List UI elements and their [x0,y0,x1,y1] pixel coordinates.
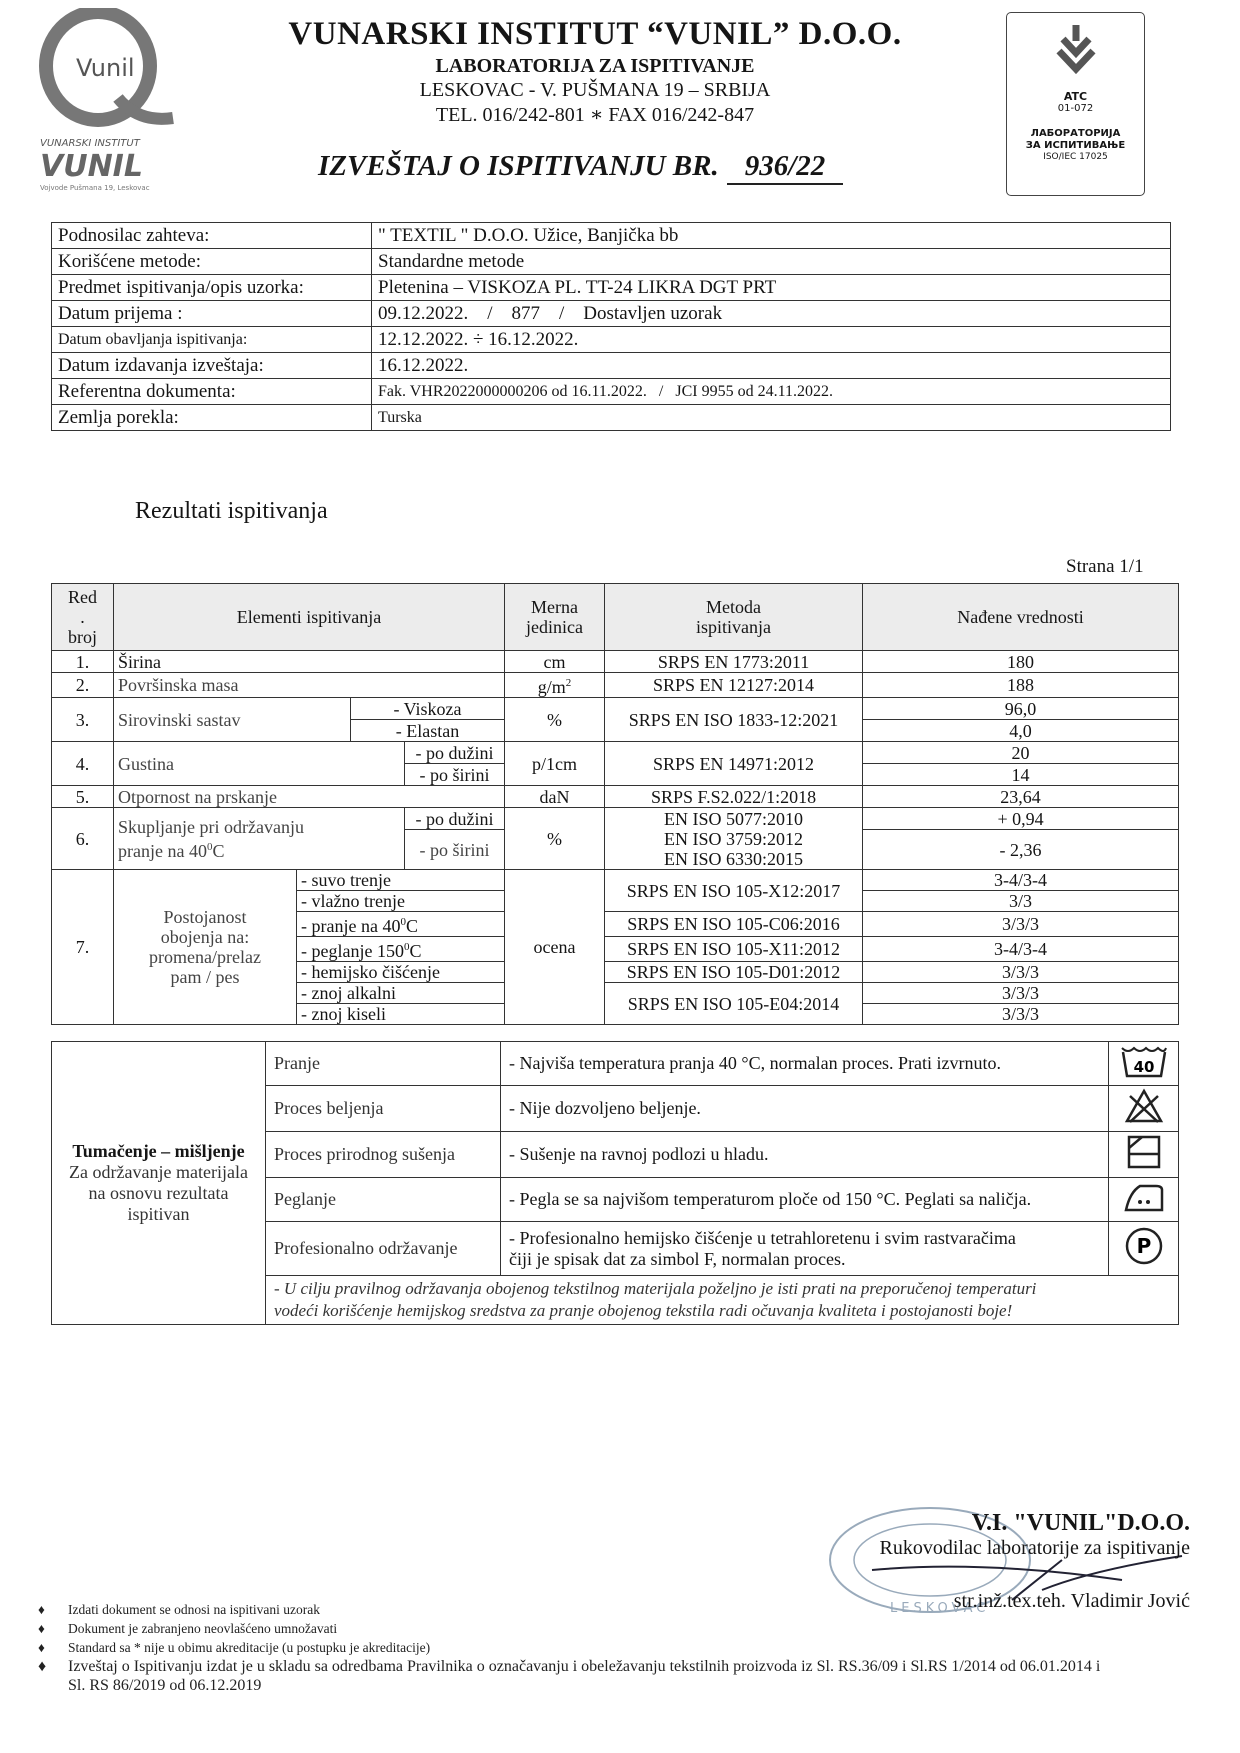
care-text: - Nije dozvoljeno beljenje. [501,1086,1109,1132]
care-label: Proces beljenja [266,1086,501,1132]
care-label: Pranje [266,1042,501,1086]
row-value: 188 [863,673,1179,698]
row-method: SRPS EN ISO 105-X11:2012 [605,937,863,962]
row-unit: p/1cm [505,742,605,786]
row-value: 180 [863,651,1179,673]
care-label: Profesionalno održavanje [266,1222,501,1276]
care-label: Peglanje [266,1178,501,1222]
table-row [52,808,1179,830]
info-value: 09.12.2022. / 877 / Dostavljen uzorak [372,301,1171,327]
table-row [52,379,1171,405]
table-row [52,786,1179,808]
row-element: Skupljanje pri održavanju pranje na $40^0C$ [114,808,405,870]
info-value: Standardne metode [372,249,1171,275]
row-method: EN ISO 5077:2010 EN ISO 3759:2012 EN ISO 6330:2015 [605,808,863,870]
table-row [52,405,1171,431]
svg-text:40: 40 [1133,1058,1154,1076]
col-header-values: Nađene vrednosti [863,584,1179,651]
logo-text: Vunil [76,54,135,82]
iron-150-icon [1122,1180,1166,1214]
care-icon-cell [1109,1132,1179,1178]
signature-name: str.inž.tex.teh. Vladimir Jović [953,1590,1190,1612]
care-text: - Najviša temperatura pranja 40 °C, normalan proces. Prati izvrnuto. [501,1042,1109,1086]
row-method: SRPS EN 1773:2011 [605,651,863,673]
signature-company: V.I. "VUNIL"D.O.O. [971,1510,1190,1536]
row-subelement: - Elastan [351,720,505,742]
institute-name: VUNARSKI INSTITUT “VUNIL” D.O.O. [288,16,902,52]
row-value: - 2,36 [863,830,1179,870]
row-unit: ocena [505,870,605,1025]
accreditation-badge [1006,12,1145,196]
row-value: 14 [863,764,1179,786]
table-row [52,673,1179,698]
row-no: 7. [52,870,114,1025]
request-info-table [51,222,1171,431]
footer-note: ♦ Izveštaj o Ispitivanju izdat je u skladu sa odredbama Pravilnika o označavanju i obeležavanju tekstilnih proizvoda iz Sl. RS.36/09 i Sl.RS 1/2014 od 06.01.2014 i [38,1658,1101,1675]
row-no: 3. [52,698,114,742]
care-icon-cell [1109,1178,1179,1222]
care-text: - Profesionalno hemijsko čišćenje u tetrahloretenu i svim rastvaračima čiji je spisak dat za simbol F, normalan proces. [501,1222,1109,1276]
row-value: + 0,94 [863,808,1179,830]
row-no: 5. [52,786,114,808]
interpretation-note: - U cilju pravilnog održavanja obojenog tekstilnog materijala poželjno je isti prati na preporučenoj temperaturi vodeći korišćenje hemijskog sredstva za pranje obojenog tekstila radi očuvanja kvaliteta i postojanosti boje! [266,1276,1179,1325]
footer-note: Sl. RS 86/2019 od 06.12.2019 [68,1677,262,1694]
row-value: 23,64 [863,786,1179,808]
lab-name: LABORATORIJA ZA ISPITIVANJE [435,55,755,77]
results-table [51,583,1179,1025]
row-subelement: - pranje na $40^0C$ [297,912,505,937]
row-element: Površinska masa [114,673,505,698]
report-title [318,150,843,185]
wash-40-icon [1120,1044,1168,1078]
row-method: SRPS EN ISO 1833-12:2021 [605,698,863,742]
row-subelement: - peglanje $150^0C$ [297,937,505,962]
row-element: Širina [114,651,505,673]
logo-sub-institute: VUNARSKI INSTITUT [40,138,140,149]
svg-text:P: P [1136,1234,1151,1258]
row-unit: $g/m^2$ [505,673,605,698]
dry-flat-shade-icon [1126,1134,1162,1170]
logo-sub-vunil: VUNIL [40,149,143,184]
table-row [52,1042,1179,1086]
care-icon-cell [1109,1086,1179,1132]
table-row [52,223,1171,249]
interpretation-label: Tumačenje – mišljenje Za održavanje materijala na osnovu rezultata ispitivan [52,1042,266,1325]
care-text: - Sušenje na ravnoj podlozi u hladu. [501,1132,1109,1178]
row-value: 3-4/3-4 [863,937,1179,962]
atc-iso: ISO/IEC 17025 [1043,152,1108,162]
row-subelement: - po širini [405,764,505,786]
table-row [52,651,1179,673]
row-subelement: - po širini [405,830,505,870]
interpretation-table [51,1041,1179,1325]
results-header-row [52,584,1179,651]
row-subelement: - znoj alkalni [297,983,505,1004]
info-label: Datum obavljanja ispitivanja: [52,327,372,353]
info-value: Pletenina – VISKOZA PL. TT-24 LIKRA DGT PRT [372,275,1171,301]
row-subelement: - po dužini [405,742,505,764]
info-value: Fak. VHR2022000000206 od 16.11.2022. / JCI 9955 od 24.11.2022. [372,379,1171,405]
info-value: 12.12.2022. ÷ 16.12.2022. [372,327,1171,353]
atc-line2: ЗА ИСПИТИВАЊЕ [1025,140,1126,151]
results-heading: Rezultati ispitivanja [135,498,328,524]
row-method: SRPS EN ISO 105-D01:2012 [605,962,863,983]
footer-note: ♦ Standard sa * nije u obimu akreditacije (u postupku je akreditacije) [38,1640,431,1655]
row-method: SRPS EN ISO 105-E04:2014 [605,983,863,1025]
care-icon-cell [1109,1222,1179,1276]
col-header-elements: Elementi ispitivanja [114,584,505,651]
info-label: Datum prijema : [52,301,372,327]
table-row [52,742,1179,764]
professional-clean-p-icon [1124,1226,1164,1266]
table-row [52,327,1171,353]
row-element: Postojanost obojenja na: promena/prelaz pam / pes [114,870,297,1025]
row-method: SRPS EN 14971:2012 [605,742,863,786]
care-icon-cell [1109,1042,1179,1086]
row-element: Otpornost na prskanje [114,786,505,808]
row-value: 96,0 [863,698,1179,720]
footer-note: ♦ Dokument je zabranjeno neovlašćeno umnožavati [38,1621,338,1636]
info-label: Predmet ispitivanja/opis uzorka: [52,275,372,301]
row-no: 2. [52,673,114,698]
signature-block [860,1510,1190,1613]
table-row [52,275,1171,301]
row-value: 20 [863,742,1179,764]
report-title-text: IZVEŠTAJ O ISPITIVANJU BR. [318,150,719,182]
row-value: 3/3/3 [863,962,1179,983]
row-method: SRPS EN ISO 105-C06:2016 [605,912,863,937]
care-label: Proces prirodnog sušenja [266,1132,501,1178]
row-method: SRPS F.S2.022/1:2018 [605,786,863,808]
info-label: Podnosilac zahteva: [52,223,372,249]
info-label: Zemlja porekla: [52,405,372,431]
page-indicator: Strana 1/1 [1066,556,1144,577]
row-value: 3/3 [863,891,1179,912]
stamp-text: LESKOVAC [890,1601,990,1616]
col-header-no: Red . broj [52,584,114,651]
footer-note: ♦ Izdati dokument se odnosi na ispitivani uzorak [38,1602,320,1617]
atc-line1: ЛАБОРАТОРИЈА [1030,128,1121,139]
row-no: 1. [52,651,114,673]
row-subelement: - vlažno trenje [297,891,505,912]
info-label: Datum izdavanja izveštaja: [52,353,372,379]
table-row [52,249,1171,275]
info-value: " TEXTIL " D.O.O. Užice, Banjička bb [372,223,1171,249]
info-value: 16.12.2022. [372,353,1171,379]
row-unit: % [505,808,605,870]
info-value: Turska [372,405,1171,431]
footer-notes [38,1600,1198,1695]
row-unit: % [505,698,605,742]
atc-emblem-icon [1051,21,1101,85]
row-subelement: - Viskoza [351,698,505,720]
header [270,14,920,128]
row-value: 3/3/3 [863,983,1179,1004]
row-element: Gustina [114,742,405,786]
row-unit: daN [505,786,605,808]
table-row [52,301,1171,327]
row-element: Sirovinski sastav [114,698,351,742]
logo-sub-address: Vojvode Pušmana 19, Leskovac [40,184,150,192]
table-row [52,870,1179,891]
row-no: 6. [52,808,114,870]
address: LESKOVAC - V. PUŠMANA 19 – SRBIJA [419,79,771,101]
no-bleach-icon [1124,1088,1164,1124]
signature-role: Rukovodilac laboratorije za ispitivanje [879,1537,1190,1559]
row-method: SRPS EN ISO 105-X12:2017 [605,870,863,912]
row-method: SRPS EN 12127:2014 [605,673,863,698]
care-text: - Pegla se sa najvišom temperaturom ploče od 150 °C. Peglati sa naličja. [501,1178,1109,1222]
row-value: 3/3/3 [863,912,1179,937]
row-value: 4,0 [863,720,1179,742]
table-row [52,353,1171,379]
row-unit: cm [505,651,605,673]
row-subelement: - znoj kiseli [297,1004,505,1025]
atc-number: 01-072 [1057,103,1094,114]
report-number: 936/22 [727,150,844,185]
row-value: 3-4/3-4 [863,870,1179,891]
row-subelement: - po dužini [405,808,505,830]
info-label: Korišćene metode: [52,249,372,275]
row-value: 3/3/3 [863,1004,1179,1025]
col-header-unit: Merna jedinica [505,584,605,651]
table-row [52,698,1179,720]
atc-code: ATC [1063,90,1088,103]
col-header-method: Metoda ispitivanja [605,584,863,651]
phone-fax: TEL. 016/242-801 ∗ FAX 016/242-847 [435,104,755,126]
row-subelement: - hemijsko čišćenje [297,962,505,983]
row-subelement: - suvo trenje [297,870,505,891]
row-no: 4. [52,742,114,786]
vunil-logo [38,8,188,198]
info-label: Referentna dokumenta: [52,379,372,405]
